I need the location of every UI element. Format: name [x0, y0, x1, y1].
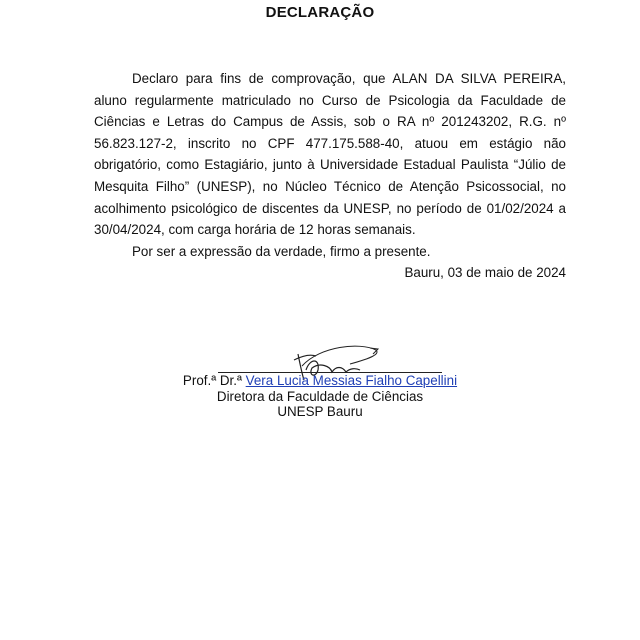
date-line: Bauru, 03 de maio de 2024 — [404, 265, 566, 281]
closing-paragraph: Por ser a expressão da verdade, firmo a presente. — [132, 243, 431, 259]
signatory-institution: UNESP Bauru — [277, 404, 363, 419]
signatory-block — [0, 373, 640, 420]
signatory-role: Diretora da Faculdade de Ciências — [216, 388, 424, 404]
document-body — [94, 68, 566, 284]
signatory-name-line — [0, 373, 640, 389]
signatory-title: Prof.ª Dr.ª — [182, 373, 246, 388]
declaration-paragraph: Declaro para fins de comprovação, que ALAN DA SILVA PEREIRA, aluno regularmente matriculado no Curso de Psicologia da Faculdade de Ciências e Letras do Campus de Assis, sob o RA nº 201243202, R.G. nº 56.823.127-2, inscrito no CPF 477.175.588-40, atuou em estágio não obrigatório, como Estagiário, junto à Universidade Estadual Paulista “Júlio de Mesquita Filho” (UNESP), no Núcleo Técnico de Atenção Psicossocial, no acolhimento psicológico de discentes da UNESP, no período de 01/02/2024 a 30/04/2024, com carga horária de 12 horas semanais. — [94, 71, 566, 238]
document-title: DECLARAÇÃO — [265, 4, 375, 21]
signatory-name-link[interactable]: Vera Lucia Messias Fialho Capellini — [245, 373, 458, 388]
